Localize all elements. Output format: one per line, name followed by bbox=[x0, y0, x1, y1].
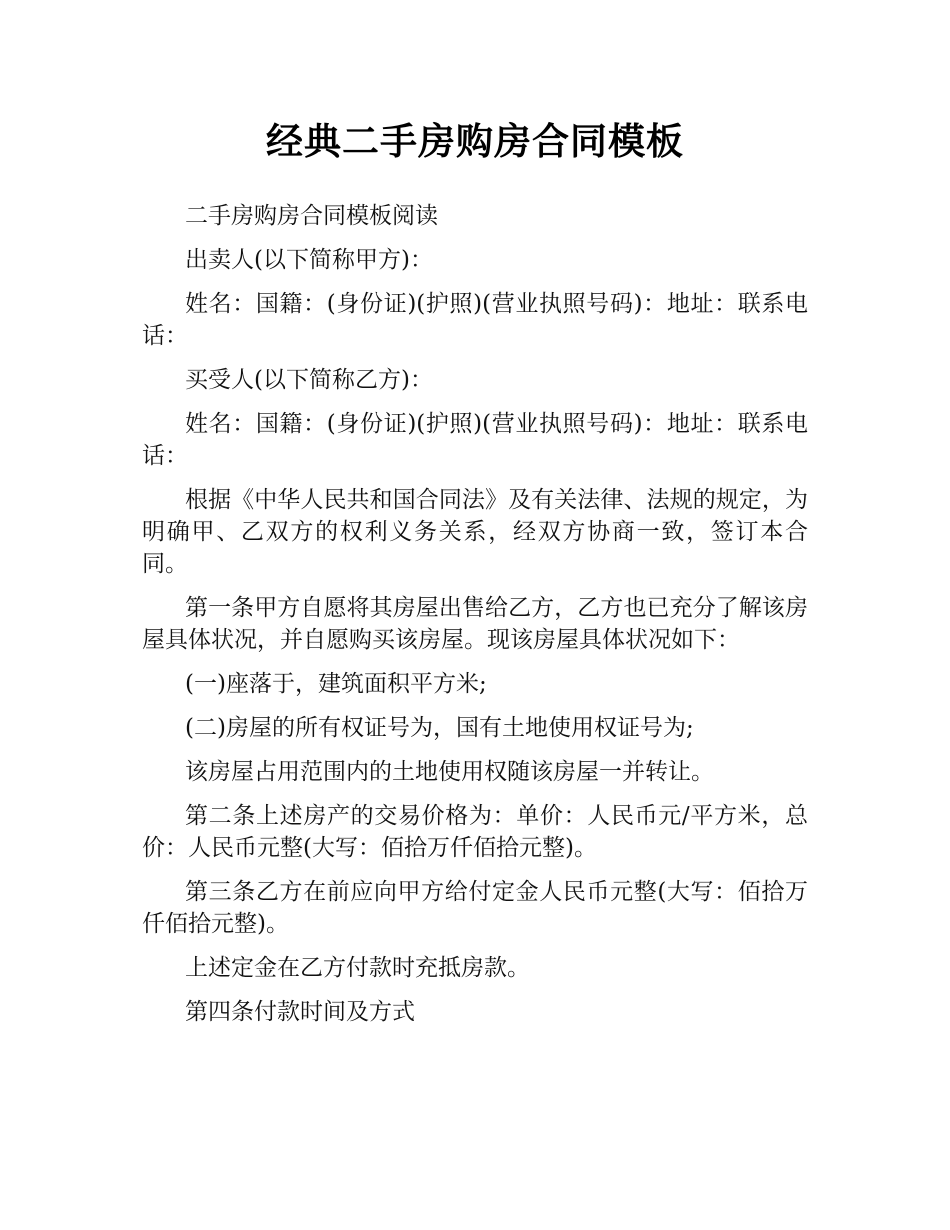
paragraph-seller-heading: 出卖人(以下简称甲方)： bbox=[185, 247, 433, 273]
paragraph-article-4: 第四条付款时间及方式 bbox=[185, 999, 415, 1025]
paragraph-legal-basis: 根据《中华人民共和国合同法》及有关法律、法规的规定，为明确甲、乙双方的权利义务关系，经双方协商一致，签订本合同。 bbox=[142, 487, 808, 577]
paragraph-intro: 二手房购房合同模板阅读 bbox=[185, 203, 438, 229]
paragraph-land-use: 该房屋占用范围内的土地使用权随该房屋一并转让。 bbox=[185, 759, 714, 785]
paragraph-article-3: 第三条乙方在前应向甲方给付定金人民币元整(大写：佰拾万仟佰拾元整)。 bbox=[142, 879, 808, 937]
paragraph-item-2: (二)房屋的所有权证号为，国有土地使用权证号为; bbox=[185, 715, 694, 741]
document-title: 经典二手房购房合同模板 bbox=[266, 120, 684, 163]
paragraph-article-1: 第一条甲方自愿将其房屋出售给乙方，乙方也已充分了解该房屋具体状况，并自愿购买该房屋。现该房屋具体状况如下： bbox=[142, 595, 808, 653]
paragraph-buyer-heading: 买受人(以下简称乙方)： bbox=[185, 367, 433, 393]
paragraph-item-1: (一)座落于，建筑面积平方米; bbox=[185, 671, 487, 697]
paragraph-deposit: 上述定金在乙方付款时充抵房款。 bbox=[185, 955, 530, 981]
paragraph-seller-info: 姓名：国籍：(身份证)(护照)(营业执照号码)：地址：联系电话： bbox=[142, 291, 808, 349]
document-body bbox=[142, 200, 808, 1040]
paragraph-article-2: 第二条上述房产的交易价格为：单价：人民币元/平方米，总价：人民币元整(大写：佰拾万仟佰拾元整)。 bbox=[142, 803, 808, 861]
paragraph-buyer-info: 姓名：国籍：(身份证)(护照)(营业执照号码)：地址：联系电话： bbox=[142, 411, 808, 469]
